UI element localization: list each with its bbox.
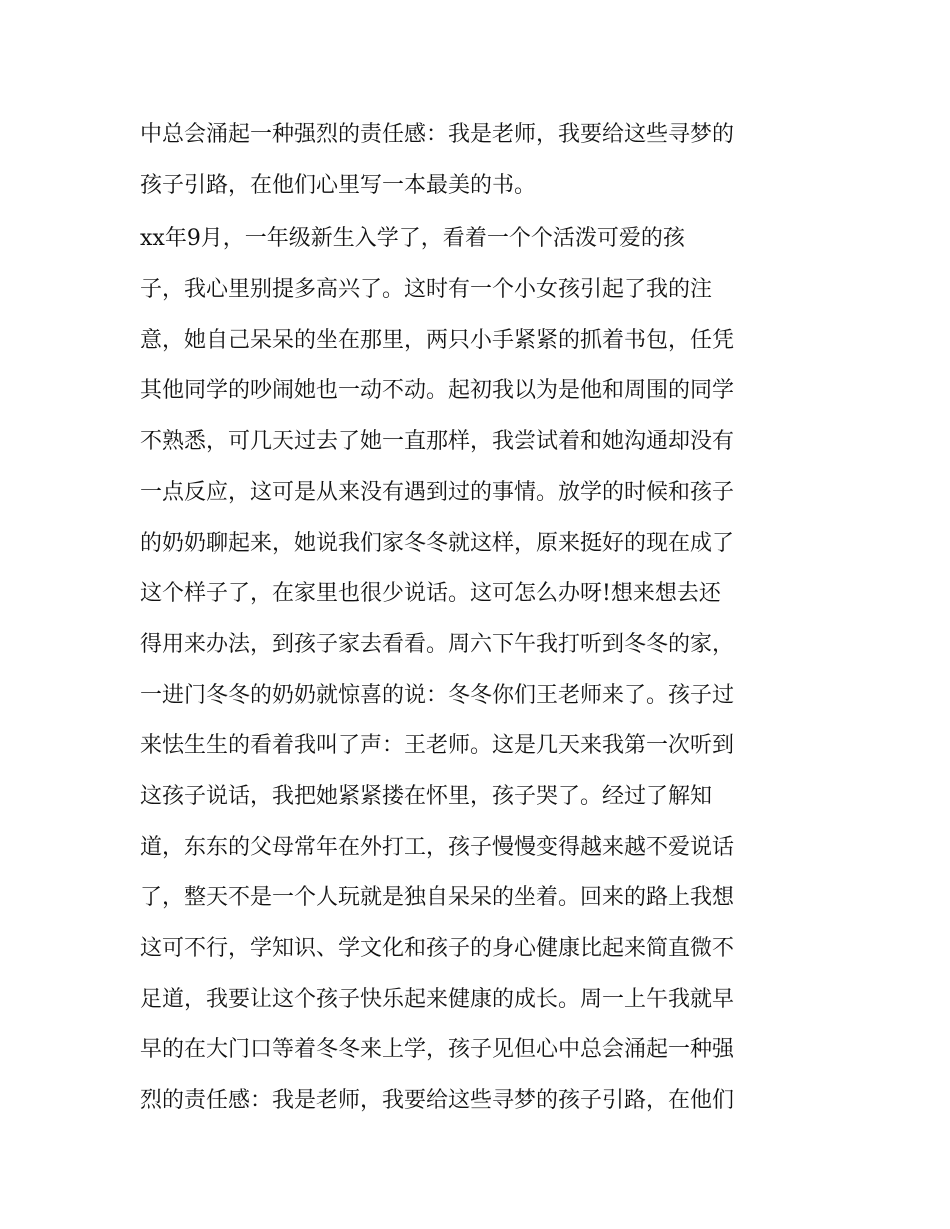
text-line: 一进门冬冬的奶奶就惊喜的说：冬冬你们王老师来了。孩子过 — [140, 682, 735, 708]
text-line: 这个样子了，在家里也很少说话。这可怎么办呀!想来想去还 — [140, 581, 721, 607]
text-line: 不熟悉，可几天过去了她一直那样，我尝试着和她沟通却没有 — [140, 429, 735, 455]
text-line: 来怯生生的看着我叫了声：王老师。这是几天来我第一次听到 — [140, 733, 735, 759]
text-line: 烈的责任感：我是老师，我要给这些寻梦的孩子引路，在他们 — [140, 1088, 735, 1114]
text-line: 中总会涌起一种强烈的责任感：我是老师，我要给这些寻梦的 — [140, 122, 735, 147]
text-line: 这可不行，学知识、学文化和孩子的身心健康比起来简直微不 — [140, 936, 735, 961]
paragraph-start-line: xx年9月，一年级新生入学了，看着一个个活泼可爱的孩 — [140, 226, 685, 252]
text-line: 了，整天不是一个人玩就是独自呆呆的坐着。回来的路上我想 — [140, 885, 735, 911]
text-line: 一点反应，这可是从来没有遇到过的事情。放学的时候和孩子 — [140, 479, 735, 505]
text-line: 意，她自己呆呆的坐在那里，两只小手紧紧的抓着书包，任凭 — [140, 327, 735, 353]
text-line: 早的在大门口等着冬冬来上学，孩子见但心中总会涌起一种强 — [140, 1037, 735, 1063]
text-line: 这孩子说话，我把她紧紧搂在怀里，孩子哭了。经过了解知 — [140, 783, 713, 809]
text-line: 道，东东的父母常年在外打工，孩子慢慢变得越来越不爱说话 — [140, 834, 735, 860]
body-text — [140, 110, 820, 1127]
text-line: 的奶奶聊起来，她说我们家冬冬就这样，原来挺好的现在成了 — [140, 530, 735, 556]
text-line: 其他同学的吵闹她也一动不动。起初我以为是他和周围的同学 — [140, 378, 735, 404]
text-line: 足道，我要让这个孩子快乐起来健康的成长。周一上午我就早 — [140, 986, 735, 1012]
text-line: 得用来办法，到孩子家去看看。周六下午我打听到冬冬的家， — [140, 631, 735, 657]
text-line: 孩子引路，在他们心里写一本最美的书。 — [140, 172, 537, 198]
text-line: 子，我心里别提多高兴了。这时有一个小女孩引起了我的注 — [140, 277, 713, 303]
